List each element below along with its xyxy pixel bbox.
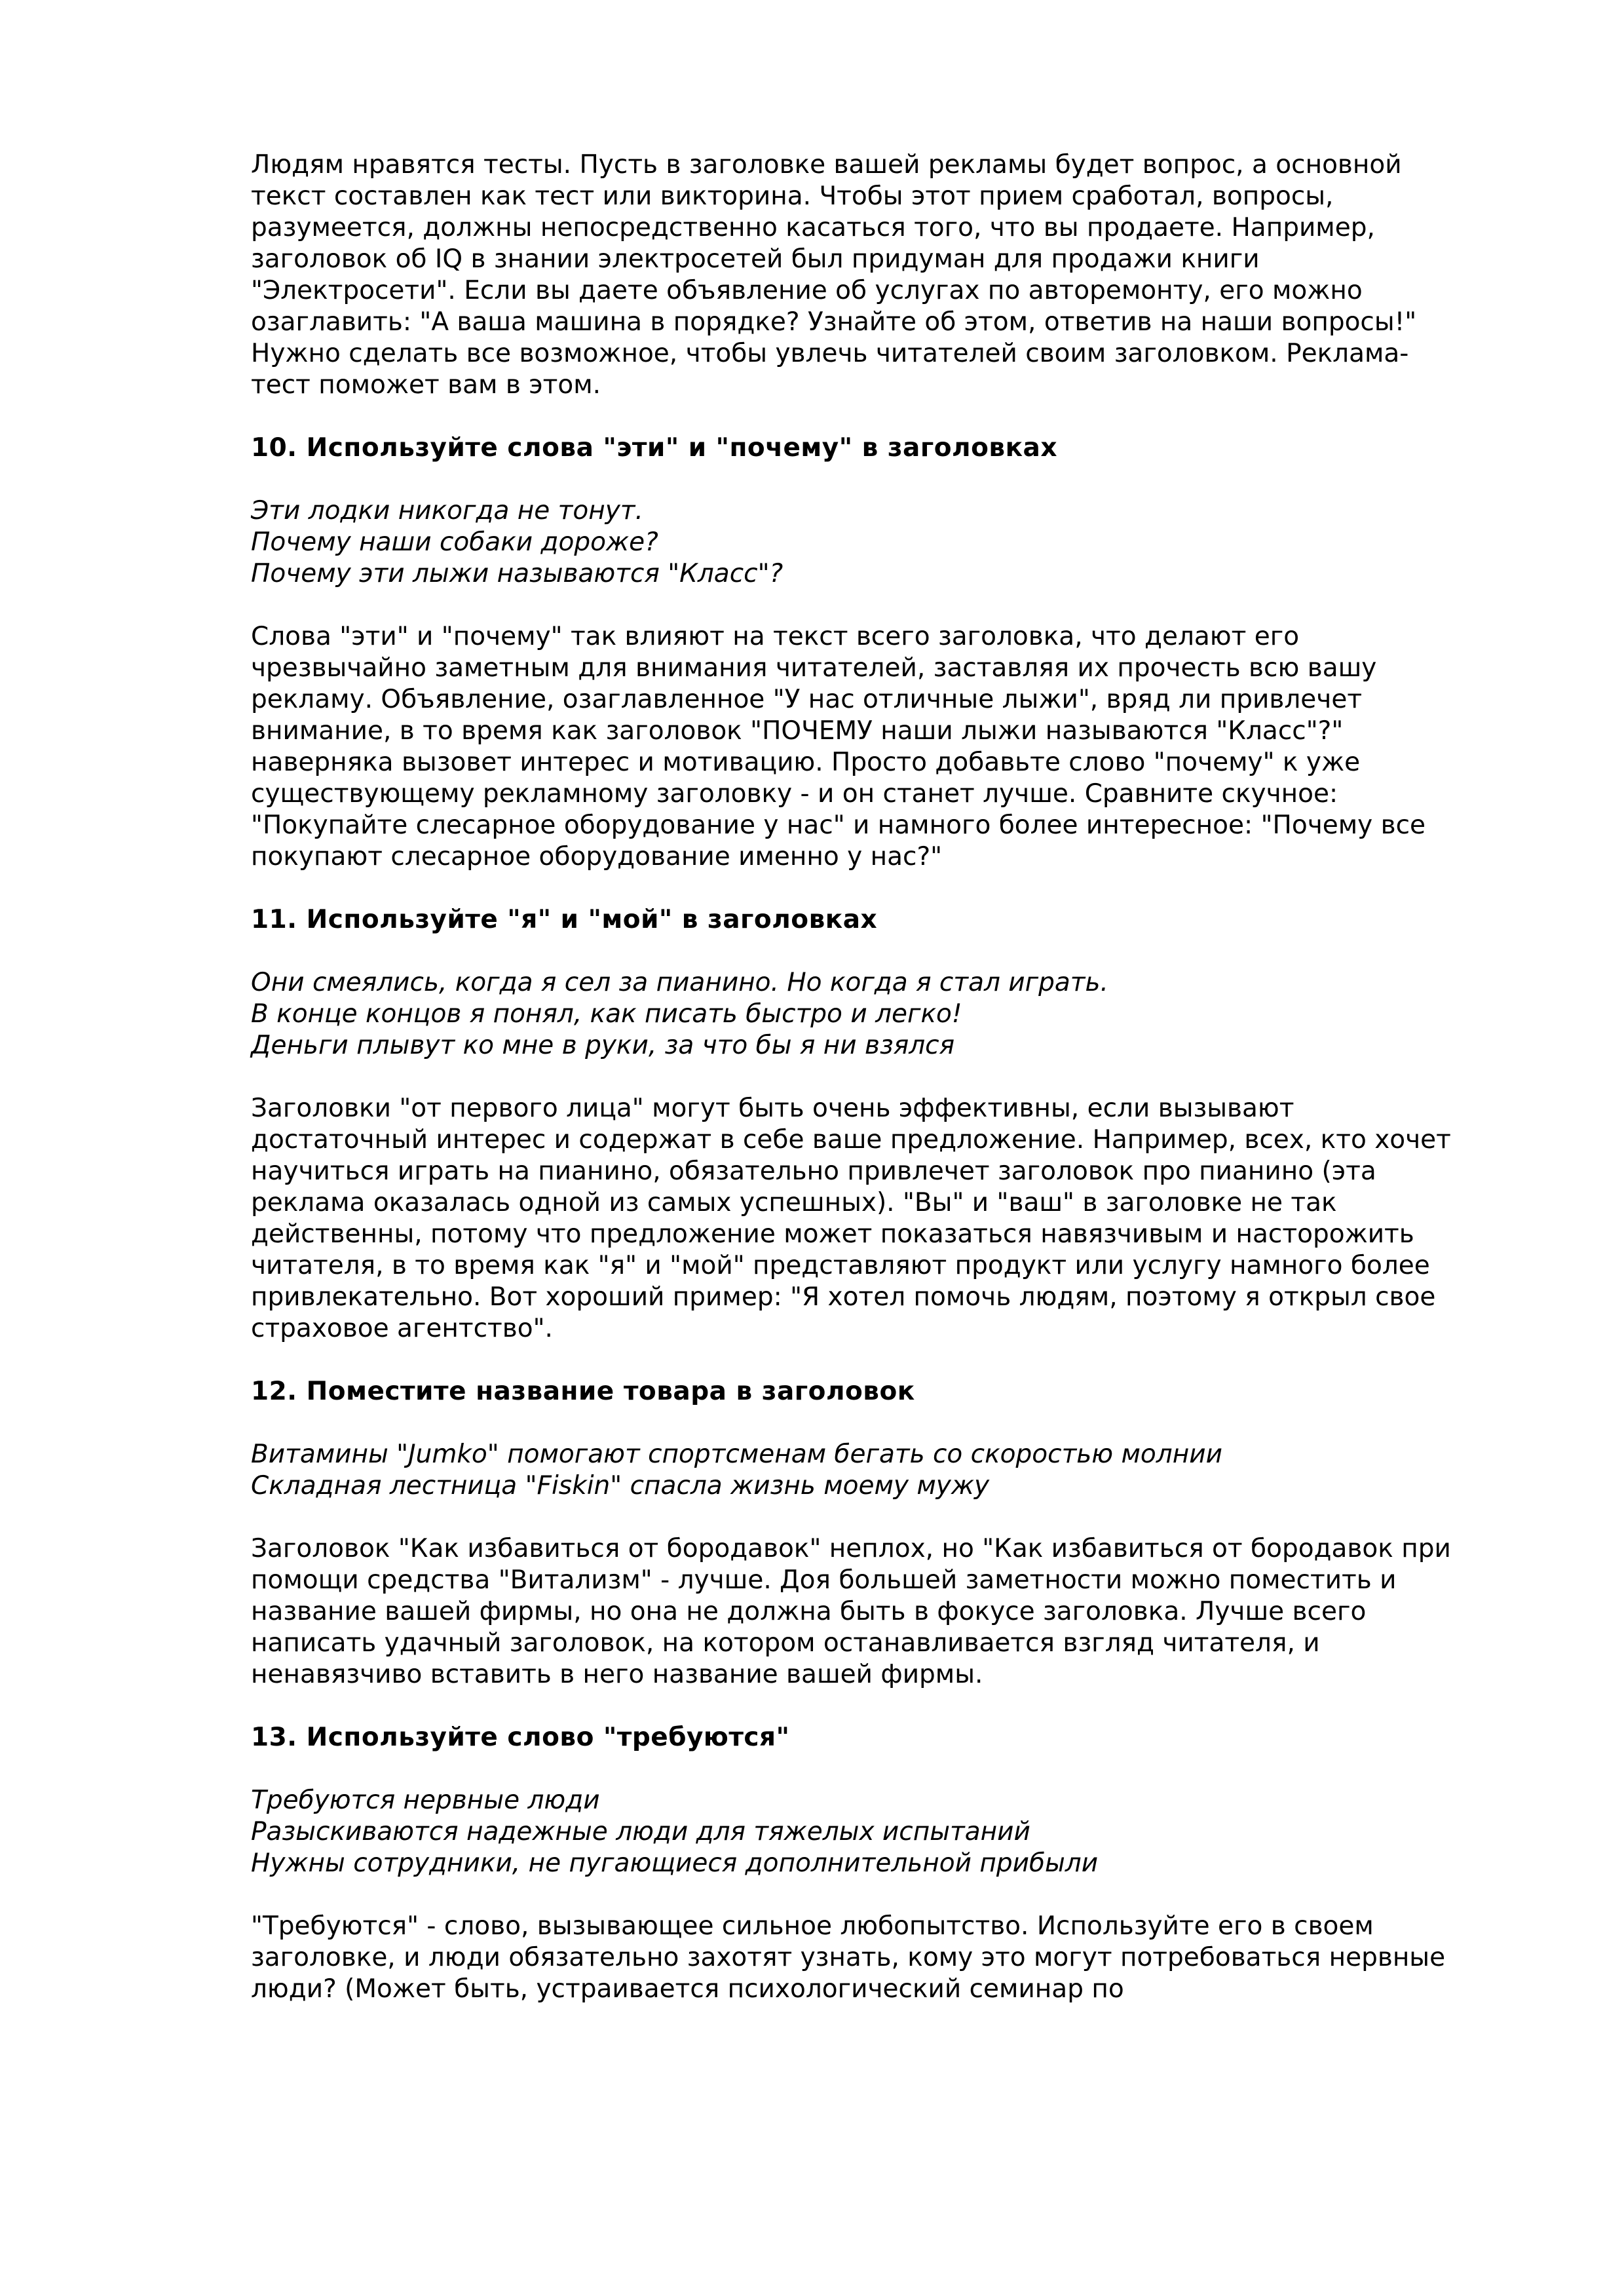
- section-11-body: Заголовки "от первого лица" могут быть очень эффективны, если вызывают достаточный интерес и содержат в себе ваше предложение. Например, всех, кто хочет научиться играть на пианино, обязательно привлечет заголовок про пианино (эта реклама оказалась одной из самых успешных). "Вы" и "ваш" в заголовке не так действенны, потому что предложение может показаться навязчивым и насторожить читателя, в то время как "я" и "мой" представляют продукт или услугу намного более привлекательно. Вот хороший пример: "Я хотел помочь людям, поэтому я открыл свое страховое агентство".: [251, 1094, 1451, 1343]
- example-line: Требуются нервные люди: [251, 1786, 600, 1815]
- section-13-body: "Требуются" - слово, вызывающее сильное любопытство. Используйте его в своем заголовке, и люди обязательно захотят узнать, кому это могут потребоваться нервные люди? (Может быть, устраивается психологический семинар по: [251, 1911, 1446, 2004]
- example-line: Эти лодки никогда не тонут.: [251, 496, 643, 526]
- section-11-examples: [251, 967, 1454, 1062]
- example-line: Они смеялись, когда я сел за пианино. Но когда я стал играть.: [251, 968, 1108, 997]
- section-10-body: Слова "эти" и "почему" так влияют на текст всего заголовка, что делают его чрезвычайно заметным для внимания читателей, заставляя их прочесть всю вашу рекламу. Объявление, озаглавленное "У нас отличные лыжи", вряд ли привлечет внимание, в то время как заголовок "ПОЧЕМУ наши лыжи называются "Класс"?" наверняка вызовет интерес и мотивацию. Просто добавьте слово "почему" к уже существующему рекламному заголовку - и он станет лучше. Сравните скучное: "Покупайте слесарное оборудование у нас" и намного более интересное: "Почему все покупают слесарное оборудование именно у нас?": [251, 622, 1426, 871]
- example-line: Деньги плывут ко мне в руки, за что бы я ни взялся: [251, 1031, 955, 1060]
- section-12-body: Заголовок "Как избавиться от бородавок" неплох, но "Как избавиться от бородавок при помощи средства "Витализм" - лучше. Доя большей заметности можно поместить и название вашей фирмы, но она не должна быть в фокусе заголовка. Лучше всего написать удачный заголовок, на котором останавливается взгляд читателя, и ненавязчиво вставить в него название вашей фирмы.: [251, 1534, 1451, 1689]
- example-line: Нужны сотрудники, не пугающиеся дополнительной прибыли: [251, 1848, 1099, 1878]
- example-line: Почему эти лыжи называются "Класс"?: [251, 559, 784, 588]
- section-12-examples: [251, 1439, 1454, 1502]
- section-10-examples: [251, 495, 1454, 590]
- example-line: В конце концов я понял, как писать быстро и легко!: [251, 999, 962, 1029]
- section-12-heading: 12. Поместите название товара в заголовок: [251, 1377, 915, 1406]
- section-10-heading: 10. Используйте слова "эти" и "почему" в заголовках: [251, 433, 1058, 463]
- example-line: Складная лестница "Fiskin" спасла жизнь моему мужу: [251, 1471, 990, 1501]
- example-line: Разыскиваются надежные люди для тяжелых испытаний: [251, 1817, 1030, 1846]
- example-line: Витамины "Jumko" помогают спортсменам бегать со скоростью молнии: [251, 1440, 1222, 1469]
- section-13-heading: 13. Используйте слово "требуются": [251, 1723, 790, 1752]
- intro-paragraph: Людям нравятся тесты. Пусть в заголовке вашей рекламы будет вопрос, а основной текст составлен как тест или викторина. Чтобы этот прием сработал, вопросы, разумеется, должны непосредственно касаться того, что вы продаете. Например, заголовок об IQ в знании электросетей был придуман для продажи книги "Электросети". Если вы даете объявление об услугах по авторемонту, его можно озаглавить: "А ваша машина в порядке? Узнайте об этом, ответив на наши вопросы!" Нужно сделать все возможное, чтобы увлечь читателей своим заголовком. Реклама-тест поможет вам в этом.: [251, 150, 1417, 400]
- section-11-heading: 11. Используйте "я" и "мой" в заголовках: [251, 905, 878, 934]
- example-line: Почему наши собаки дороже?: [251, 527, 658, 557]
- section-13-examples: [251, 1785, 1454, 1879]
